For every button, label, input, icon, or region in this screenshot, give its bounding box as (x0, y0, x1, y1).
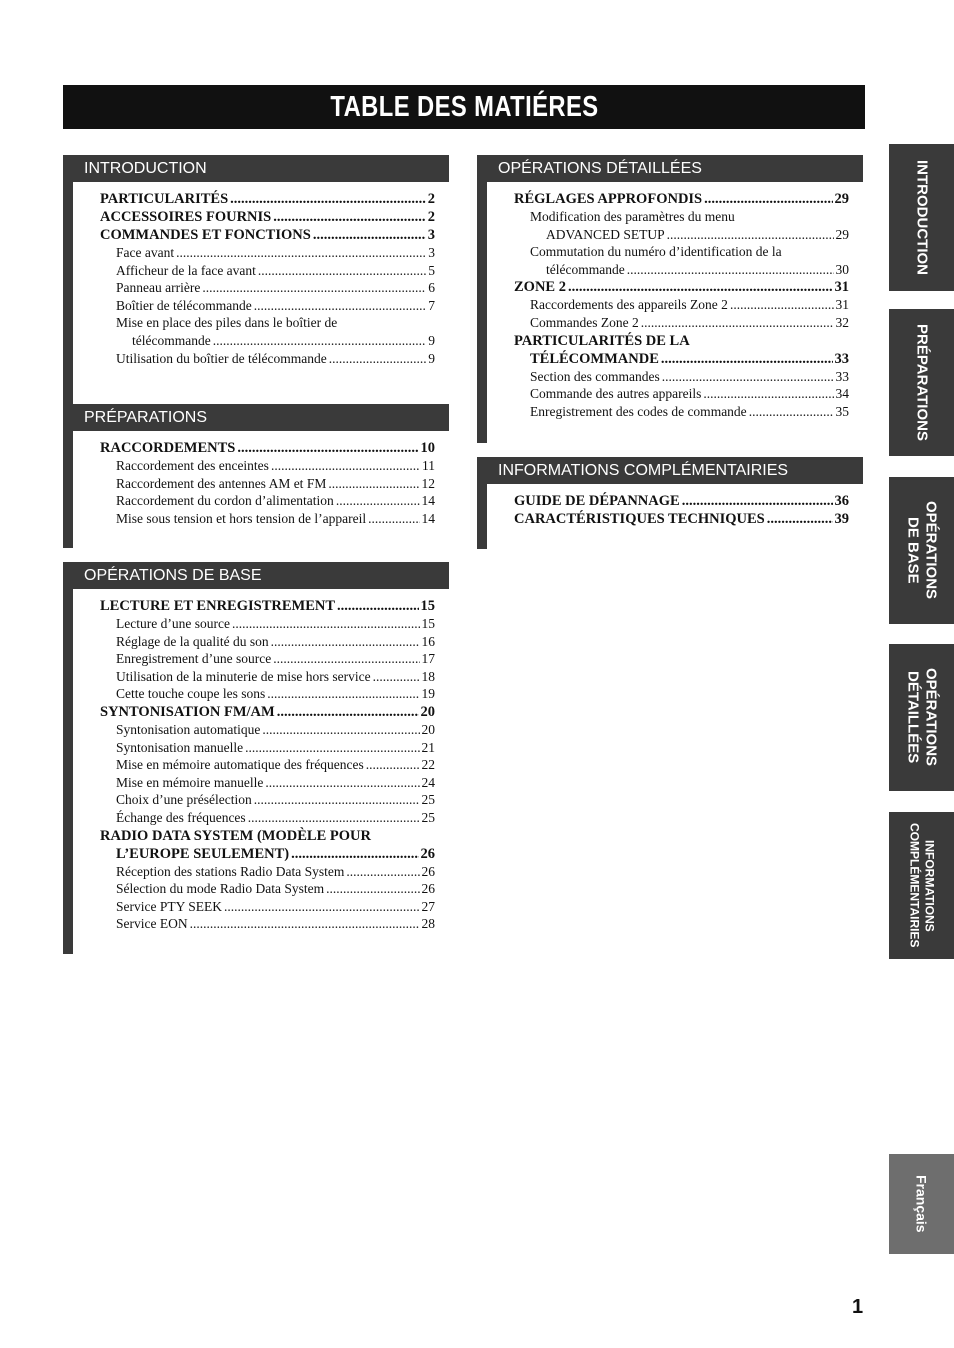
toc-entry[interactable]: Raccordements des appareils Zone 2 ..... 31 (514, 296, 849, 314)
tab-operations-detaillees[interactable]: OPÉRATIONS DÉTAILLÉES (889, 644, 954, 791)
section-body (63, 431, 449, 548)
toc-entry-line: Commutation du numéro d’identification de la (530, 244, 782, 260)
toc-entry[interactable]: Commandes Zone 2 ..... 32 (514, 314, 849, 332)
toc-entry[interactable]: ACCESSOIRES FOURNIS ..... 2 (100, 208, 435, 226)
toc-entry[interactable]: COMMANDES ET FONCTIONS ..... 3 (100, 226, 435, 244)
toc-entry[interactable]: Utilisation de la minuterie de mise hors service ..... 18 (100, 668, 435, 686)
toc-entry[interactable]: Commande des autres appareils ..... 34 (514, 385, 849, 403)
toc-entry[interactable]: Réception des stations Radio Data System ..... 26 (100, 863, 435, 881)
tab-language-francais[interactable]: Français (889, 1154, 954, 1254)
section-heading-detail: OPÉRATIONS DÉTAILLÉES (477, 155, 863, 182)
page-title: TABLE DES MATIÉRES (329, 90, 599, 123)
section-body (477, 484, 863, 549)
toc-entry[interactable]: télécommande ..... 30 (514, 261, 849, 279)
toc-entry[interactable]: Syntonisation automatique ..... 20 (100, 721, 435, 739)
tab-operations-de-base[interactable]: OPÉRATIONS DE BASE (889, 477, 954, 624)
toc-entry[interactable]: Afficheur de la face avant ..... 5 (100, 262, 435, 280)
toc-entry[interactable]: Enregistrement des codes de commande ..... 35 (514, 403, 849, 421)
toc-entry[interactable]: SYNTONISATION FM/AM ..... 20 (100, 703, 435, 721)
toc-entry[interactable]: Raccordement du cordon d’alimentation ..... 14 (100, 492, 435, 510)
title-bar (63, 85, 865, 129)
toc-entry[interactable]: Service EON ..... 28 (100, 915, 435, 933)
toc-entry[interactable]: Boîtier de télécommande ..... 7 (100, 297, 435, 315)
toc-entry[interactable]: Utilisation du boîtier de télécommande ..... 9 (100, 350, 435, 368)
toc-entry[interactable]: télécommande ..... 9 (100, 332, 435, 350)
section-introduction (63, 155, 449, 415)
section-body (63, 182, 449, 415)
toc-entry[interactable]: Enregistrement d’une source ..... 17 (100, 650, 435, 668)
section-preparations (63, 404, 449, 548)
toc-entry-line: RADIO DATA SYSTEM (MODÈLE POUR (100, 827, 371, 844)
toc-entry[interactable]: CARACTÉRISTIQUES TECHNIQUES ..... 39 (514, 510, 849, 528)
toc-entry-line: PARTICULARITÉS DE LA (514, 332, 690, 349)
tab-informations-complementairies[interactable]: INFORMATIONS COMPLÉMENTAIRIES (889, 812, 954, 959)
toc-entry[interactable]: Raccordement des enceintes ..... 11 (100, 457, 435, 475)
page-number: 1 (852, 1296, 864, 1318)
toc-entry[interactable]: Sélection du mode Radio Data System ..... 26 (100, 880, 435, 898)
section-heading-info: INFORMATIONS COMPLÉMENTAIRIES (477, 457, 863, 484)
toc-entry[interactable]: ADVANCED SETUP ..... 29 (514, 226, 849, 244)
toc-entry-line: Mise en place des piles dans le boîtier de (116, 315, 338, 331)
toc-entry[interactable]: Face avant ..... 3 (100, 244, 435, 262)
section-heading-introduction: INTRODUCTION (63, 155, 449, 182)
section-detail (477, 155, 863, 443)
toc-entry[interactable]: Raccordement des antennes AM et FM ..... 12 (100, 475, 435, 493)
toc-entry[interactable]: LECTURE ET ENREGISTREMENT ..... 15 (100, 597, 435, 615)
toc-entry[interactable]: Mise en mémoire manuelle ..... 24 (100, 774, 435, 792)
toc-entry[interactable]: Syntonisation manuelle ..... 21 (100, 739, 435, 757)
toc-entry[interactable]: ZONE 2 ..... 31 (514, 278, 849, 296)
section-heading-base: OPÉRATIONS DE BASE (63, 562, 449, 589)
toc-entry-line: Modification des paramètres du menu (530, 209, 735, 224)
toc-entry[interactable]: RÉGLAGES APPROFONDIS ..... 29 (514, 190, 849, 208)
section-base (63, 562, 449, 954)
section-body (63, 589, 449, 954)
toc-entry[interactable]: Réglage de la qualité du son ..... 16 (100, 633, 435, 651)
section-body (477, 182, 863, 443)
toc-entry[interactable]: TÉLÉCOMMANDE ..... 33 (514, 350, 849, 368)
section-heading-preparations: PRÉPARATIONS (63, 404, 449, 431)
toc-entry[interactable]: PARTICULARITÉS ..... 2 (100, 190, 435, 208)
toc-entry[interactable]: Panneau arrière ..... 6 (100, 279, 435, 297)
toc-entry[interactable]: Choix d’une présélection ..... 25 (100, 791, 435, 809)
section-info (477, 457, 863, 549)
toc-entry[interactable]: RACCORDEMENTS ..... 10 (100, 439, 435, 457)
toc-entry[interactable]: Mise sous tension et hors tension de l’appareil ..... 14 (100, 510, 435, 528)
tab-introduction[interactable]: INTRODUCTION (889, 144, 954, 291)
toc-entry[interactable]: GUIDE DE DÉPANNAGE ..... 36 (514, 492, 849, 510)
toc-entry[interactable]: Section des commandes ..... 33 (514, 368, 849, 386)
toc-entry[interactable]: L’EUROPE SEULEMENT) ..... 26 (100, 845, 435, 863)
toc-entry[interactable]: Service PTY SEEK ..... 27 (100, 898, 435, 916)
toc-entry[interactable]: Mise en mémoire automatique des fréquences ..... 22 (100, 756, 435, 774)
tab-preparations[interactable]: PRÉPARATIONS (889, 309, 954, 456)
toc-entry[interactable]: Cette touche coupe les sons ..... 19 (100, 685, 435, 703)
toc-entry[interactable]: Échange des fréquences ..... 25 (100, 809, 435, 827)
toc-entry[interactable]: Lecture d’une source ..... 15 (100, 615, 435, 633)
